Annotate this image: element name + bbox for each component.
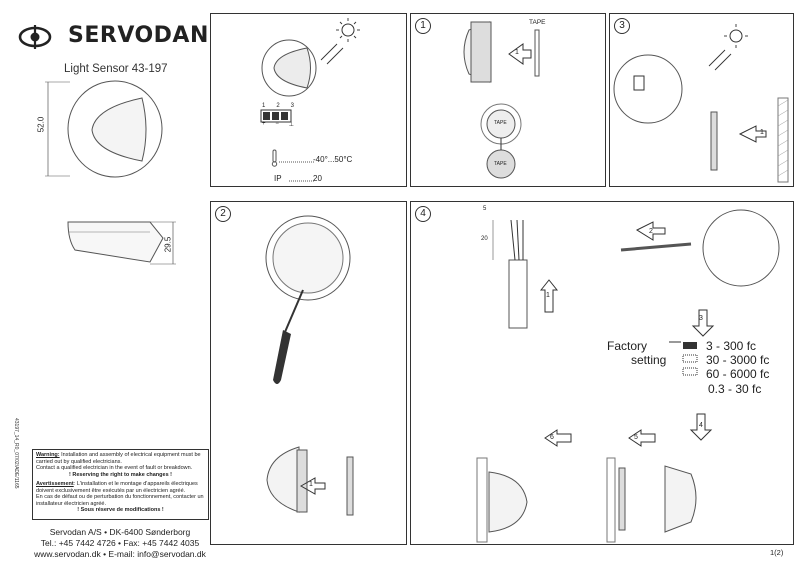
panel-4-arrow-1: 1 — [546, 292, 550, 299]
panel-3-number: 3 — [614, 18, 630, 34]
warning-reserve-fr: ! Sous réserve de modifications ! — [77, 507, 164, 513]
document-code: 43197_14_R0_07/02/ADE/1165 — [13, 418, 19, 489]
page-number: 1(2) — [770, 548, 784, 557]
company-footer — [20, 527, 220, 560]
panel-1-number: 1 — [415, 18, 431, 34]
range-30-3000: 30 - 3000 fc — [706, 353, 770, 367]
panel-4-arrow-5: 5 — [634, 434, 638, 441]
panel-1 — [410, 13, 606, 187]
warning-text-fr-1: : L'installation et le montage d'appareils électriques doivent exclusivement être exécutés par un électricien agréé. — [36, 481, 198, 494]
panel-2-arrow-label: 1 — [309, 481, 313, 488]
warning-title-fr: Avertissement — [36, 481, 74, 487]
panel-2-number: 2 — [215, 206, 231, 222]
wire-insulation-length: 20 — [481, 236, 488, 242]
panel-1-arrow-label: 1 — [515, 49, 519, 56]
tape-label-top: TAPE — [529, 19, 546, 26]
warning-box — [32, 449, 209, 520]
footer-phone: Tel.: +45 7442 4726 • Fax: +45 7442 4035 — [40, 538, 200, 548]
panel-3 — [609, 13, 794, 187]
panel-2-illustration — [211, 202, 408, 546]
spec-panel — [210, 13, 407, 187]
terminal-1-label: 1 — [262, 103, 266, 109]
tape-label-a: TAPE — [494, 120, 507, 126]
warning-text-2: Contact a qualified electrician in the event of fault or breakdown. — [36, 465, 193, 471]
terminal-minus: − — [275, 121, 279, 127]
temperature-range: -40°...50°C — [313, 155, 353, 164]
tape-label-b: TAPE — [494, 161, 507, 167]
terminal-plus: + — [262, 121, 266, 127]
terminal-2-label: 2 — [276, 103, 280, 109]
warning-reserve: ! Reserving the right to make changes ! — [69, 471, 172, 478]
height-dimension: 52.0 — [36, 116, 46, 133]
range-0-3-30: 0.3 - 30 fc — [708, 382, 762, 396]
panel-2 — [210, 201, 407, 545]
footer-address: Servodan A/S • DK-6400 Sønderborg — [49, 527, 191, 537]
terminal-ground: ⊥ — [288, 122, 294, 128]
warning-text-1: Installation and assembly of electrical equipment must be carried out by qualified electricians. — [36, 452, 201, 465]
panel-4-arrow-2: 2 — [649, 228, 653, 235]
product-title: Light Sensor 43-197 — [64, 63, 168, 75]
panel-1-illustration — [411, 14, 607, 188]
factory-label: Factory — [607, 339, 648, 353]
panel-4-arrow-4: 4 — [699, 422, 703, 429]
sensor-light-illustration — [211, 14, 408, 188]
panel-4-number: 4 — [415, 206, 431, 222]
panel-4 — [410, 201, 794, 545]
panel-3-illustration — [610, 14, 795, 188]
range-60-6000: 60 - 6000 fc — [706, 367, 770, 381]
panel-4-arrow-6: 6 — [550, 434, 554, 441]
ip-label: IP — [274, 174, 282, 183]
warning-text-fr-2: En cas de défaut ou de perturbation du fonctionnement, contacter un installateur électricien agréé. — [36, 494, 204, 507]
depth-dimension: 29.5 — [163, 236, 173, 253]
range-3-300: 3 - 300 fc — [706, 339, 757, 353]
wire-strip-length: 5 — [483, 206, 487, 212]
brand-name: SERVODAN — [68, 23, 209, 48]
terminal-3-label: 3 — [290, 103, 294, 109]
footer-web: www.servodan.dk • E-mail: info@servodan.dk — [34, 549, 206, 559]
panel-4-arrow-3: 3 — [699, 315, 703, 322]
setting-label: setting — [631, 353, 667, 367]
panel-3-arrow-label: 1 — [760, 129, 764, 136]
ip-value: 20 — [313, 174, 322, 183]
warning-title: Warning: — [36, 452, 60, 458]
